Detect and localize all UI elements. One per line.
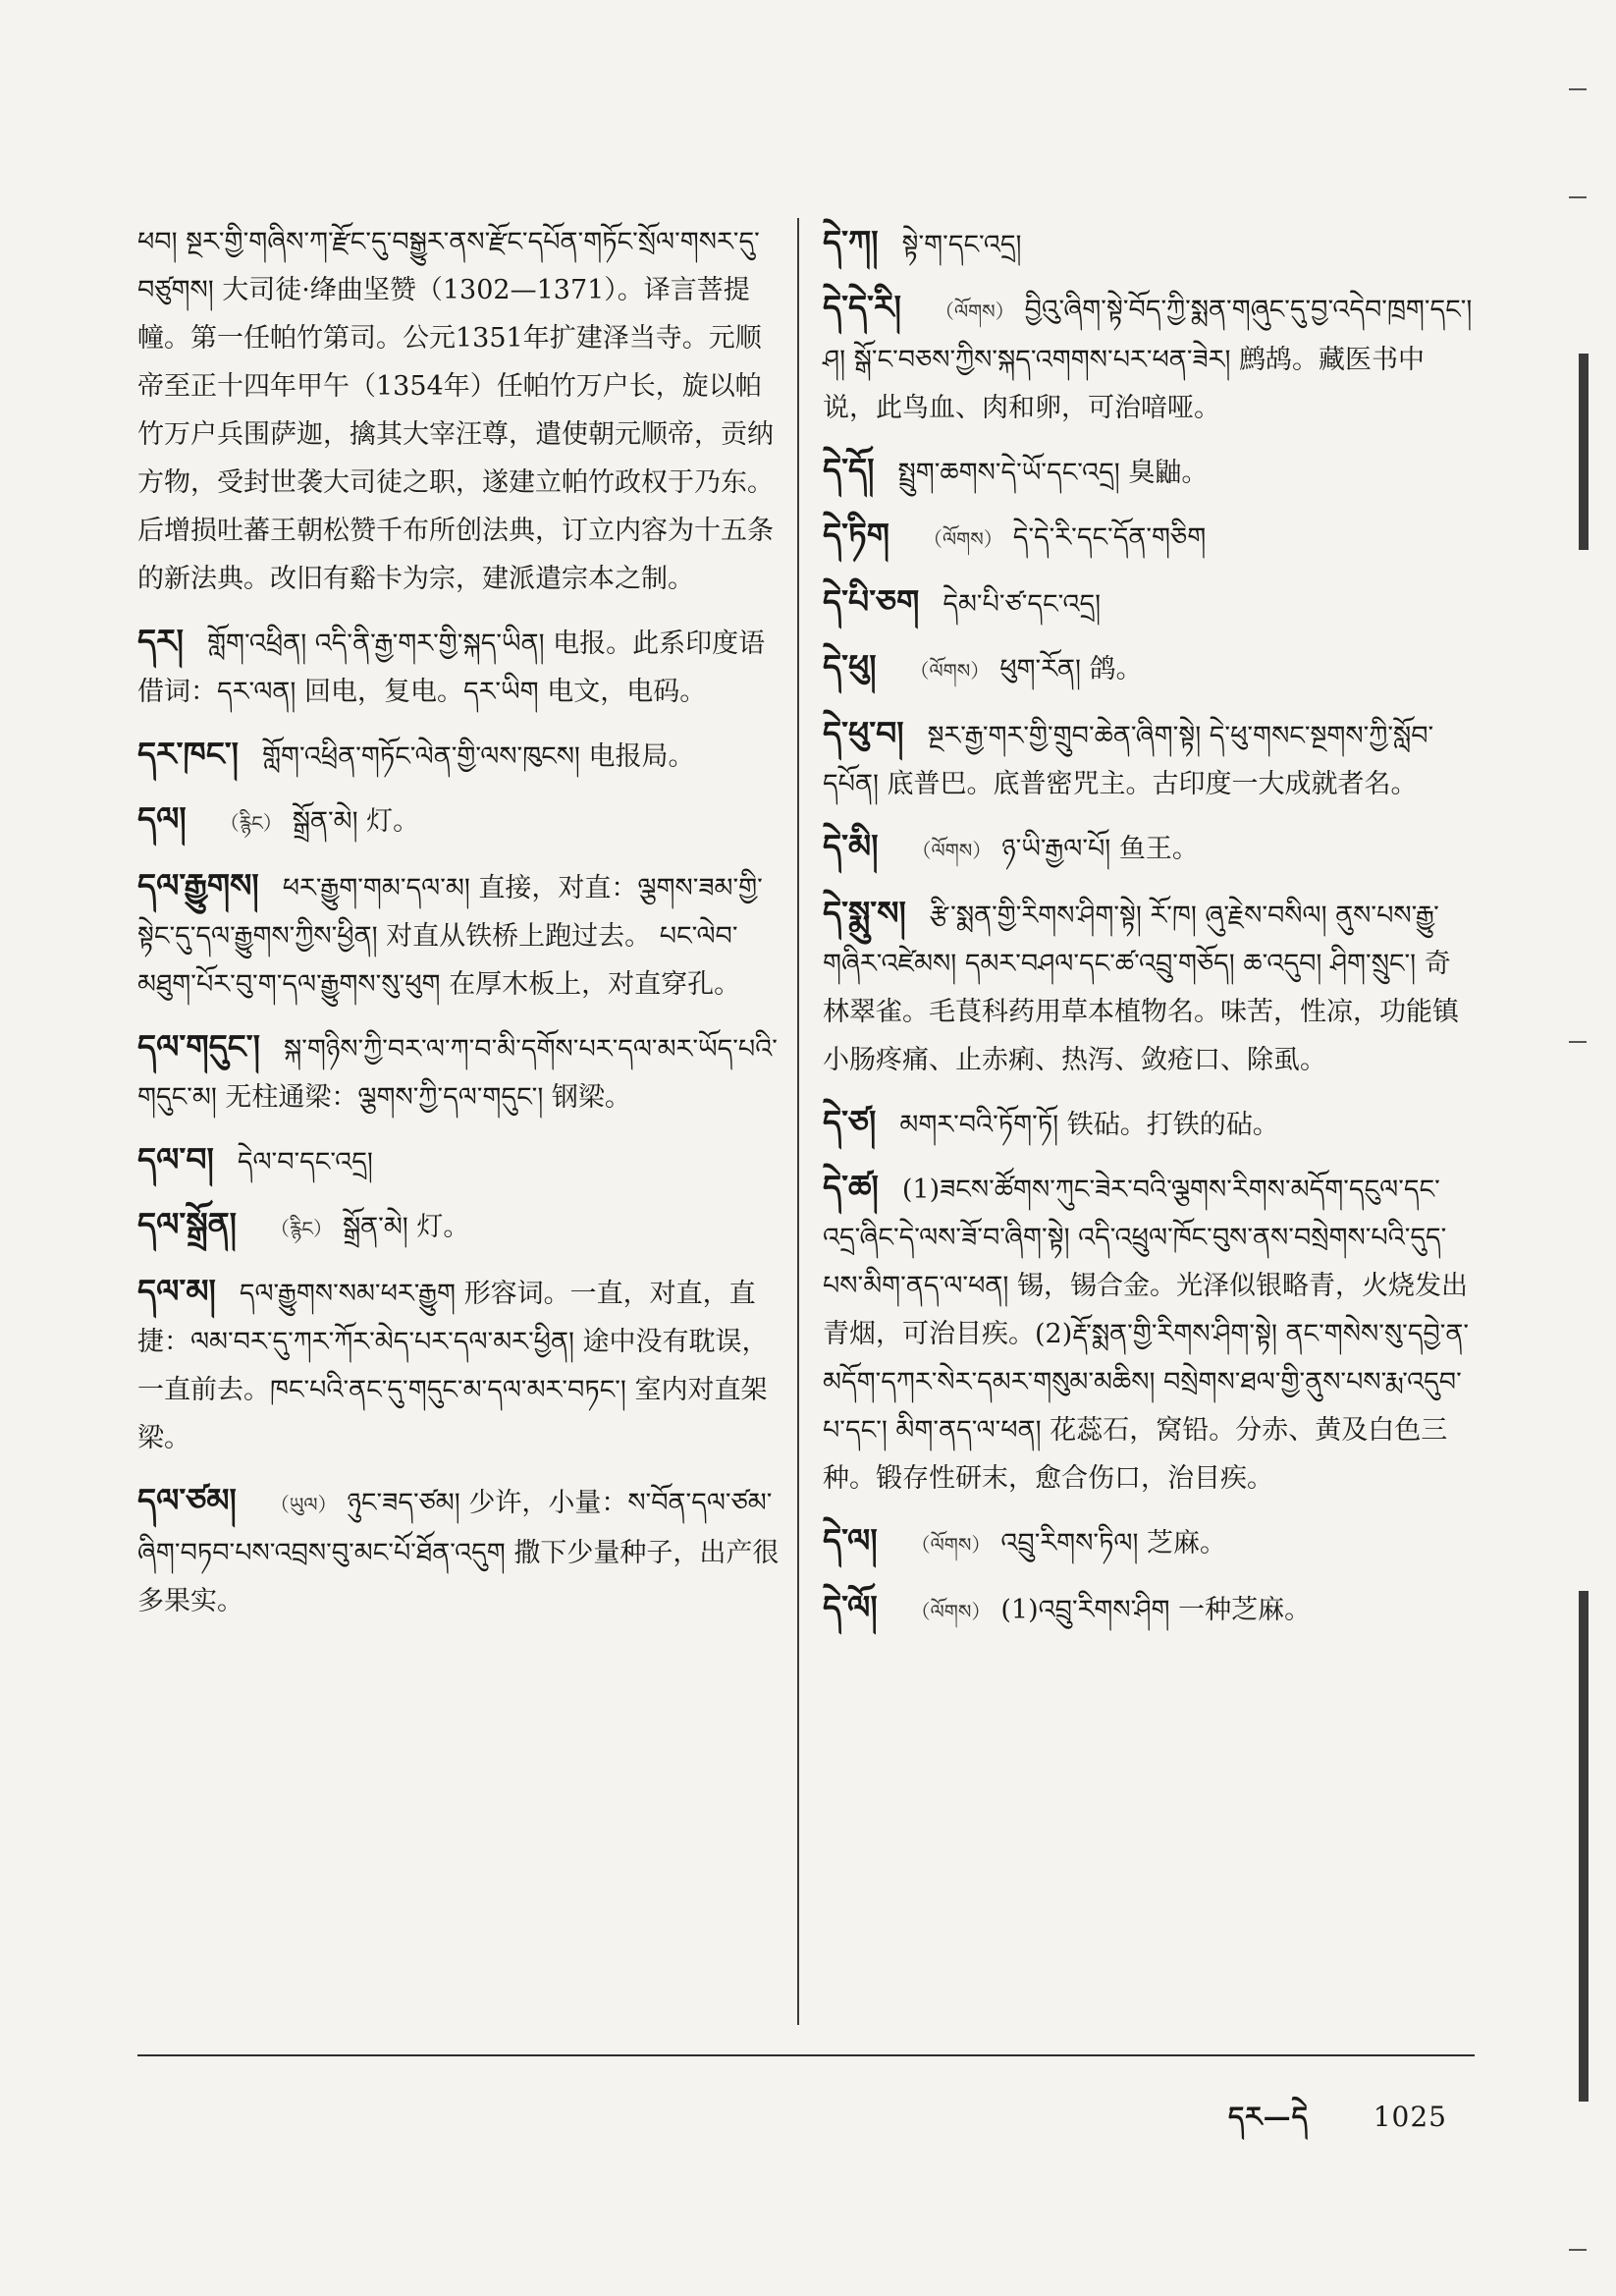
grammar-label: （རྙིང） xyxy=(269,1217,333,1240)
entry-headword: དེ་མི། xyxy=(823,827,879,865)
dictionary-entry xyxy=(137,794,785,847)
dictionary-entry xyxy=(137,1267,785,1462)
scan-margin-tick xyxy=(1569,196,1587,198)
entry-text: དེ་དེ་རི་དང་དོན་གཅིག xyxy=(1012,522,1207,553)
entry-headword: དེ་ཏིག xyxy=(823,516,890,554)
entry-headword: དེ་ཕུ། xyxy=(823,647,877,685)
entry-text: རྩི་སྨན་གྱི་རིགས་ཤིག་སྟེ། རོ་ཁ། ཞུ་རྗེས་བསིལ། ནུས་པས་རྒྱུ་གཞིར་འཛེམས། དམར་བཤལ་དང་ཚ་འབྲུ་གཅོད། ཆ་འདུབ། ཤིག་སྲུང་། 奇林翠雀。毛茛科药用草本植物名。味苦，性凉，功能镇小肠疼痛、止赤痢、热泻、敛疮口、除虱。 xyxy=(823,901,1459,1075)
grammar-label: （ལོགས） xyxy=(909,659,991,683)
entry-headword: དེ་ཚ། xyxy=(823,1168,879,1206)
dictionary-entry xyxy=(823,283,1473,432)
entry-headword: དར་ཁང་། xyxy=(137,735,239,773)
entry-headword: དལ་སྒྲོན། xyxy=(137,1205,237,1243)
footer-rule xyxy=(137,2054,1475,2056)
entry-text: སྐ་གཉིས་ཀྱི་བར་ལ་ཀ་བ་མི་དགོས་པར་དལ་མར་ཡོད་པའི་གདུང་མ། 无柱通梁：ལྕགས་ཀྱི་དལ་གདུང་། 钢梁。 xyxy=(137,1034,778,1113)
entry-text: ཕུག་རོན། 鸽。 xyxy=(999,654,1143,684)
entry-headword: དལ་ཙམ། xyxy=(137,1481,237,1519)
entry-text: དེལ་བ་དང་འདྲ། xyxy=(237,1147,373,1177)
entry-text: སྤྲུག་ཆགས་དེ་ཡོ་དང་འདྲ། 臭鼬。 xyxy=(897,458,1209,488)
entry-headword: དར། xyxy=(137,622,184,660)
scan-margin-tick xyxy=(1569,1041,1587,1043)
dictionary-entry xyxy=(823,1163,1473,1503)
entry-headword: དལ་གདུང་། xyxy=(137,1027,260,1066)
grammar-label: （ཡུལ） xyxy=(269,1493,338,1516)
right-column xyxy=(823,218,1473,1650)
dictionary-entry xyxy=(823,577,1473,629)
entry-text: སྒྲོན་མེ། 灯。 xyxy=(292,806,420,837)
entry-text: གློག་འཕྲིན། འདི་ནི་རྒྱ་གར་གྱི་སྐད་ཡིན། 电报。此系印度语借词：དར་ལན། 回电，复电。དར་ཡིག 电文，电码。 xyxy=(137,629,766,707)
entry-text: འབྲུ་རིགས་ཏིལ། 芝麻。 xyxy=(1000,1528,1227,1558)
entry-text: ཕར་རྒྱུག་གམ་དལ་མ། 直接，对直：ལྕགས་ཟམ་གྱི་སྟེང་དུ་དལ་རྒྱུགས་ཀྱིས་ཕྱིན། 对直从铁桥上跑过去。 པང་ལེབ་མཐུག་པོར་བུ་ག་དལ་རྒྱུགས་སུ་ཕུག 在厚木板上，对直穿孔。 xyxy=(137,873,763,1000)
scan-margin-mark xyxy=(1579,354,1589,550)
entry-text: མགར་བའི་ཏོག་ཏོ། 铁砧。打铁的砧。 xyxy=(899,1110,1279,1140)
dictionary-entry xyxy=(823,822,1473,875)
dictionary-entry xyxy=(823,709,1473,808)
entry-headword: དེ་དེ་རི། xyxy=(823,288,901,326)
entry-headword: དེ་ལོ། xyxy=(823,1588,878,1626)
entry-text: ཉུང་ཟད་ཙམ། 少许，小量：ས་བོན་དལ་ཙམ་ཞིག་བཏབ་པས་འབྲས་བུ་མང་པོ་ཐོན་འདུག 撒下少量种子，出产很多果实。 xyxy=(137,1488,780,1616)
entry-headword: དེ་ལ། xyxy=(823,1521,878,1559)
entry-headword: དལ། xyxy=(137,799,187,838)
dictionary-entry xyxy=(823,218,1473,269)
page-footer xyxy=(1228,2086,1447,2163)
dictionary-entry xyxy=(823,889,1473,1084)
dictionary-entry xyxy=(137,861,785,1009)
scan-margin-tick xyxy=(1569,88,1587,90)
dictionary-entry xyxy=(137,730,785,781)
entry-headword: དེ་པི་ཅག xyxy=(823,582,920,621)
dictionary-entry xyxy=(137,617,785,716)
entry-text: དལ་རྒྱུགས་སམ་ཕར་རྒྱུག 形容词。一直，对直，直捷：ལམ་བར་དུ་ཀར་ཀོར་མེད་པར་དལ་མར་ཕྱིན། 途中没有耽误，一直前去。ཁང་པའི་ནང་དུ་གདུང་མ་དལ་མར་བཏང་། 室内对直架梁。 xyxy=(137,1279,769,1453)
entry-text: དེམ་པི་ཙ་དང་འདྲ། xyxy=(943,589,1102,620)
grammar-label: （ལོགས） xyxy=(923,527,1003,551)
dictionary-entry xyxy=(137,1476,785,1625)
dictionary-entry xyxy=(823,1098,1473,1149)
dictionary-entry xyxy=(823,1516,1473,1569)
entry-text: (1)འབྲུ་རིགས་ཤིག 一种芝麻。 xyxy=(1000,1595,1312,1625)
column-divider xyxy=(797,218,799,2025)
dictionary-entry xyxy=(823,446,1473,497)
entry-text: སྟེ་ག་དང་འདྲ། xyxy=(901,230,1022,260)
entry-text: ཉ་ཡི་རྒྱལ་པོ། 鱼王。 xyxy=(1001,834,1199,864)
entry-text: སྒྲོན་མེ། 灯。 xyxy=(342,1212,470,1242)
running-head: དར—དེ xyxy=(1227,2101,1309,2133)
dictionary-entry xyxy=(823,1583,1473,1636)
entry-headword: དེ་ཕུ་བ། xyxy=(823,714,904,752)
scan-margin-mark xyxy=(1579,1591,1589,2102)
dictionary-entry xyxy=(823,511,1473,564)
grammar-label: （རྙིང） xyxy=(219,811,283,835)
entry-headword: དལ་མ། xyxy=(137,1272,216,1310)
dictionary-entry xyxy=(137,1200,785,1253)
entry-headword: དལ་བ། xyxy=(137,1140,214,1178)
entry-text: (1)ཟངས་ཚོགས་ཀུང་ཟེར་བའི་ལྕགས་རིགས་མདོག་དངུལ་དང་འདྲ་ཞིང་དེ་ལས་ཟོ་བ་ཞིག་སྟེ། འདི་འཕྲུལ་ཁོང་བུས་ནས་བསྲེགས་པའི་དུད་པས་མིག་ནད་ལ་ཕན། 锡，锡合金。光泽似银略青，火烧发出青烟，可治目疾。(2)རྡོ་སྨན་གྱི་རིགས་ཤིག་སྟེ། ནང་གསེས་སུ་དབྱེ་ན་མདོག་དཀར་སེར་དམར་གསུམ་མཆིས། བསྲེགས་ཐལ་གྱི་ནུས་པས་རྨ་འདུབ་པ་དང་། མིག་ནད་ལ་ཕན། 花蕊石，窝铅。分赤、黄及白色三种。锻存性研末，愈合伤口，治目疾。 xyxy=(823,1175,1470,1494)
scan-margin-tick xyxy=(1569,2249,1587,2251)
grammar-label: （ལོགས） xyxy=(934,300,1015,323)
dictionary-entry xyxy=(137,218,785,603)
entry-headword: དེ་དོ། xyxy=(823,451,875,489)
dictionary-entry xyxy=(137,1022,785,1121)
dictionary-entry xyxy=(137,1135,785,1186)
left-column xyxy=(137,218,785,1639)
entry-headword: དལ་རྒྱུགས། xyxy=(137,866,259,904)
entry-text: གློག་འཕྲིན་གཏོང་ལེན་གྱི་ལས་ཁུངས། 电报局。 xyxy=(262,741,695,772)
entry-text: ཕབ། སྔར་གྱི་གཞིས་ཀ་རྫོང་དུ་བསྒྱུར་ནས་རྫོང་དཔོན་གཏོང་སྲོལ་གསར་དུ་བཙུགས། 大司徒·绛曲坚赞（1302—1371）。译言菩提幢。第一任帕竹第司。公元1351年扩建泽当寺。元顺帝至正十四年甲午（1354年）任帕竹万户长，旋以帕竹万户兵围萨迦，擒其大宰汪尊，遣使朝元顺帝，贡纳方物，受封世袭大司徒之职，遂建立帕竹政权于乃东。后增损吐蕃王朝松赞千布所创法典，订立内容为十五条的新法典。改旧有谿卡为宗，建派遣宗本之制。 xyxy=(137,227,774,594)
grammar-label: （ལོགས） xyxy=(911,839,993,862)
entry-text: སྔར་རྒྱ་གར་གྱི་གྲུབ་ཆེན་ཞིག་སྟེ། དེ་ཕུ་གསང་སྔགས་ཀྱི་སློབ་དཔོན། 底普巴。底普密咒主。古印度一大成就者名。 xyxy=(823,721,1434,799)
entry-headword: དེ་ཙ། xyxy=(823,1103,877,1141)
entry-headword: དེ་སྨུ་ས། xyxy=(823,894,906,932)
entry-text: བྱིའུ་ཞིག་སྟེ་བོད་ཀྱི་སྨན་གཞུང་དུ་བྱ་འདེབ་ཁྲག་དང་། ཤ། སྒོ་ང་བཅས་ཀྱིས་སྐད་འགགས་པར་ཕན་ཟེར། 鹧鸪。藏医书中说，此鸟血、肉和卵，可治喑哑。 xyxy=(823,295,1473,423)
grammar-label: （ལོགས） xyxy=(910,1533,992,1557)
entry-headword: དེ་ཀ། xyxy=(823,223,879,261)
dictionary-entry xyxy=(823,642,1473,695)
grammar-label: （ལོགས） xyxy=(910,1600,992,1623)
page-number: 1025 xyxy=(1373,2101,1447,2133)
